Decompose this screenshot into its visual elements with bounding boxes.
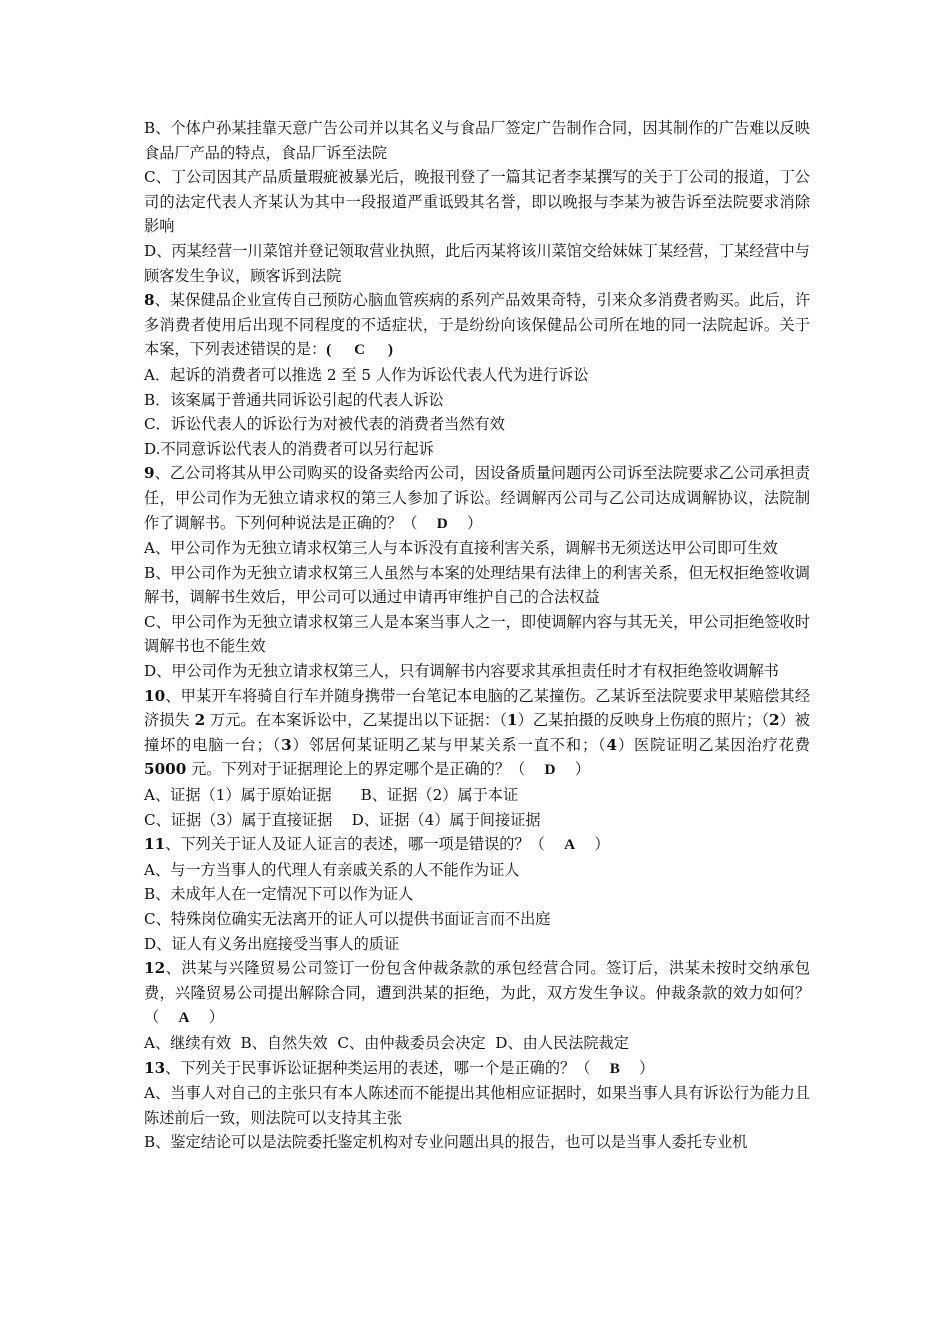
q11-option-b: B、未成年人在一定情况下可以作为证人 (144, 885, 414, 904)
q8-answer-close: ) (365, 341, 393, 359)
q11-number: 11 (144, 835, 166, 854)
q9-stem (144, 461, 810, 536)
q13-option-a: A、当事人对自己的主张只有本人陈述而不能提出其他相应证据时，如果当事人具有诉讼行为能力且陈述前后一致，则法院可以支持其主张 (144, 1084, 810, 1127)
q11-answer-close: ） (594, 835, 610, 854)
q13-stem-text: 、下列关于民事诉讼证据种类运用的表述，哪一个是正确的？（ (165, 1058, 591, 1077)
q9-answer-close: ） (466, 513, 483, 532)
q8-answer: C (354, 341, 366, 359)
q10-seg7: 元。下列对于证据理论上的界定哪个是正确的？（ (186, 760, 526, 779)
q12-number: 12 (144, 959, 166, 978)
q10-evidence-1: 1 (507, 711, 518, 730)
q10-options-row-1: A、证据（1）属于原始证据 B、证据（2）属于本证 (144, 786, 519, 805)
q8-answer-open: ( (326, 341, 355, 359)
q10-number: 10 (144, 686, 166, 705)
q9-option-a: A、甲公司作为无独立请求权第三人与本诉没有直接利害关系，调解书无须送达甲公司即可生效 (144, 539, 778, 558)
q10-options-row-2: C、证据（3）属于直接证据 D、证据（4）属于间接证据 (144, 810, 541, 829)
q10-answer-close: ） (574, 760, 591, 779)
q10-answer: D (544, 761, 556, 779)
q8-number: 8 (144, 291, 155, 310)
q13-option-b: B、鉴定结论可以是法院委托鉴定机构对专业问题出具的报告，也可以是当事人委托专业机 (144, 1133, 748, 1152)
q10-seg6: ）医院证明乙某因治疗花费 (617, 735, 810, 754)
q12-answer: A (178, 1009, 190, 1027)
q8-option-c: C．诉讼代表人的诉讼行为对被代表的消费者当然有效 (144, 415, 505, 434)
q10-amount: 2 (194, 711, 206, 730)
q12-options: A、继续有效 B、自然失效 C、由仲裁委员会决定 D、由人民法院裁定 (144, 1033, 629, 1052)
q7-option-b: B、个体户孙某挂靠天意广告公司并以其名义与食品厂签定广告制作合同，因其制作的广告难以反映食品厂产品的特点，食品厂诉至法院 (144, 119, 810, 162)
q11-option-c: C、特殊岗位确实无法离开的证人可以提供书面证言而不出庭 (144, 910, 551, 928)
q8-stem (144, 288, 810, 363)
q13-answer-close: ） (639, 1058, 655, 1077)
q12-answer-close: ） (208, 1008, 224, 1027)
q10-seg5: ）邻居何某证明乙某与甲某关系一直不和；（ (291, 735, 607, 754)
q10-evidence-3: 3 (281, 735, 292, 754)
q10-seg2: 万元。在本案诉讼中，乙某提出以下证据：（ (205, 711, 508, 730)
q11-stem-text: 、下列关于证人及证人证言的表述，哪一项是错误的？（ (165, 835, 545, 854)
q10-seg1: 、甲某开车将骑自行车并随身携带一台笔记本电脑的乙某撞伤。乙某诉至法院要求甲某赔偿其经济损失 (144, 686, 810, 730)
q13-number: 13 (144, 1058, 166, 1077)
q8-stem-text: 、某保健品企业宣传自己预防心脑血管疾病的系列产品效果奇特，引来众多消费者购买。此后，许多消费者使用后出现不同程度的不适症状，于是纷纷向该保健品公司所在地的同一法院起诉。关于本案，下列表述错误的是： (144, 291, 810, 359)
q11-answer: A (564, 836, 576, 854)
q10-stem (144, 684, 810, 783)
q10-evidence-4: 4 (606, 735, 618, 754)
q9-option-b: B、甲公司作为无独立请求权第三人虽然与本案的处理结果有法律上的利害关系，但无权拒绝签收调解书，调解书生效后，甲公司可以通过申请再审维护自己的合法权益 (144, 563, 810, 607)
q9-option-c: C、甲公司作为无独立请求权第三人是本案当事人之一，即使调解内容与其无关，甲公司拒绝签收时调解书也不能生效 (144, 612, 810, 656)
q10-seg3: ）乙某拍摄的反映身上伤痕的照片；（ (517, 711, 769, 730)
q9-option-d: D、甲公司作为无独立请求权第三人，只有调解书内容要求其承担责任时才有权拒绝签收调解书 (144, 662, 779, 681)
q9-answer: D (436, 514, 448, 532)
q10-evidence-2: 2 (768, 711, 780, 730)
document-page (144, 116, 810, 1155)
q13-answer: B (609, 1059, 620, 1077)
q10-seg4: ）被撞坏的电脑一台；（ (144, 711, 810, 754)
q8-option-b: B．该案属于普通共同诉讼引起的代表人诉讼 (144, 390, 444, 409)
q11-option-d: D、证人有义务出庭接受当事人的质证 (144, 934, 400, 953)
q7-option-d: D、丙某经营一川菜馆并登记领取营业执照，此后丙某将该川菜馆交给妹妹丁某经营，丁某经营中与顾客发生争议，顾客诉到法院 (144, 241, 810, 285)
q7-option-c: C、丁公司因其产品质量瑕疵被暴光后，晚报刊登了一篇其记者李某撰写的关于丁公司的报道，丁公司的法定代表人齐某认为其中一段报道严重诋毁其名誉，即以晚报与李某为被告诉至法院要求消除影响 (144, 168, 810, 236)
q8-option-d: D.不同意诉讼代表人的消费者可以另行起诉 (144, 439, 434, 458)
q11-stem (144, 832, 810, 858)
q9-number: 9 (144, 464, 155, 483)
q12-stem (144, 956, 810, 1031)
q9-stem-text: 、乙公司将其从甲公司购买的设备卖给丙公司，因设备质量问题丙公司诉至法院要求乙公司承担责任，甲公司作为无独立请求权的第三人参加了诉讼。经调解丙公司与乙公司达成调解协议，法院制作了调解书。下列何种说法是正确的？（ (144, 464, 810, 532)
q8-option-a: A．起诉的消费者可以推选 2 至 5 人作为诉讼代表人代为进行诉讼 (144, 365, 589, 384)
q13-stem (144, 1056, 810, 1082)
q11-option-a: A、与一方当事人的代理人有亲戚关系的人不能作为证人 (144, 860, 520, 879)
q12-stem-text: 、洪某与兴隆贸易公司签订一份包含仲裁条款的承包经营合同。签订后，洪某未按时交纳承包费，兴隆贸易公司提出解除合同，遭到洪某的拒绝，为此，双方发生争议。仲裁条款的效力如何？（ (144, 959, 810, 1027)
q10-cost: 5000 (144, 760, 187, 779)
